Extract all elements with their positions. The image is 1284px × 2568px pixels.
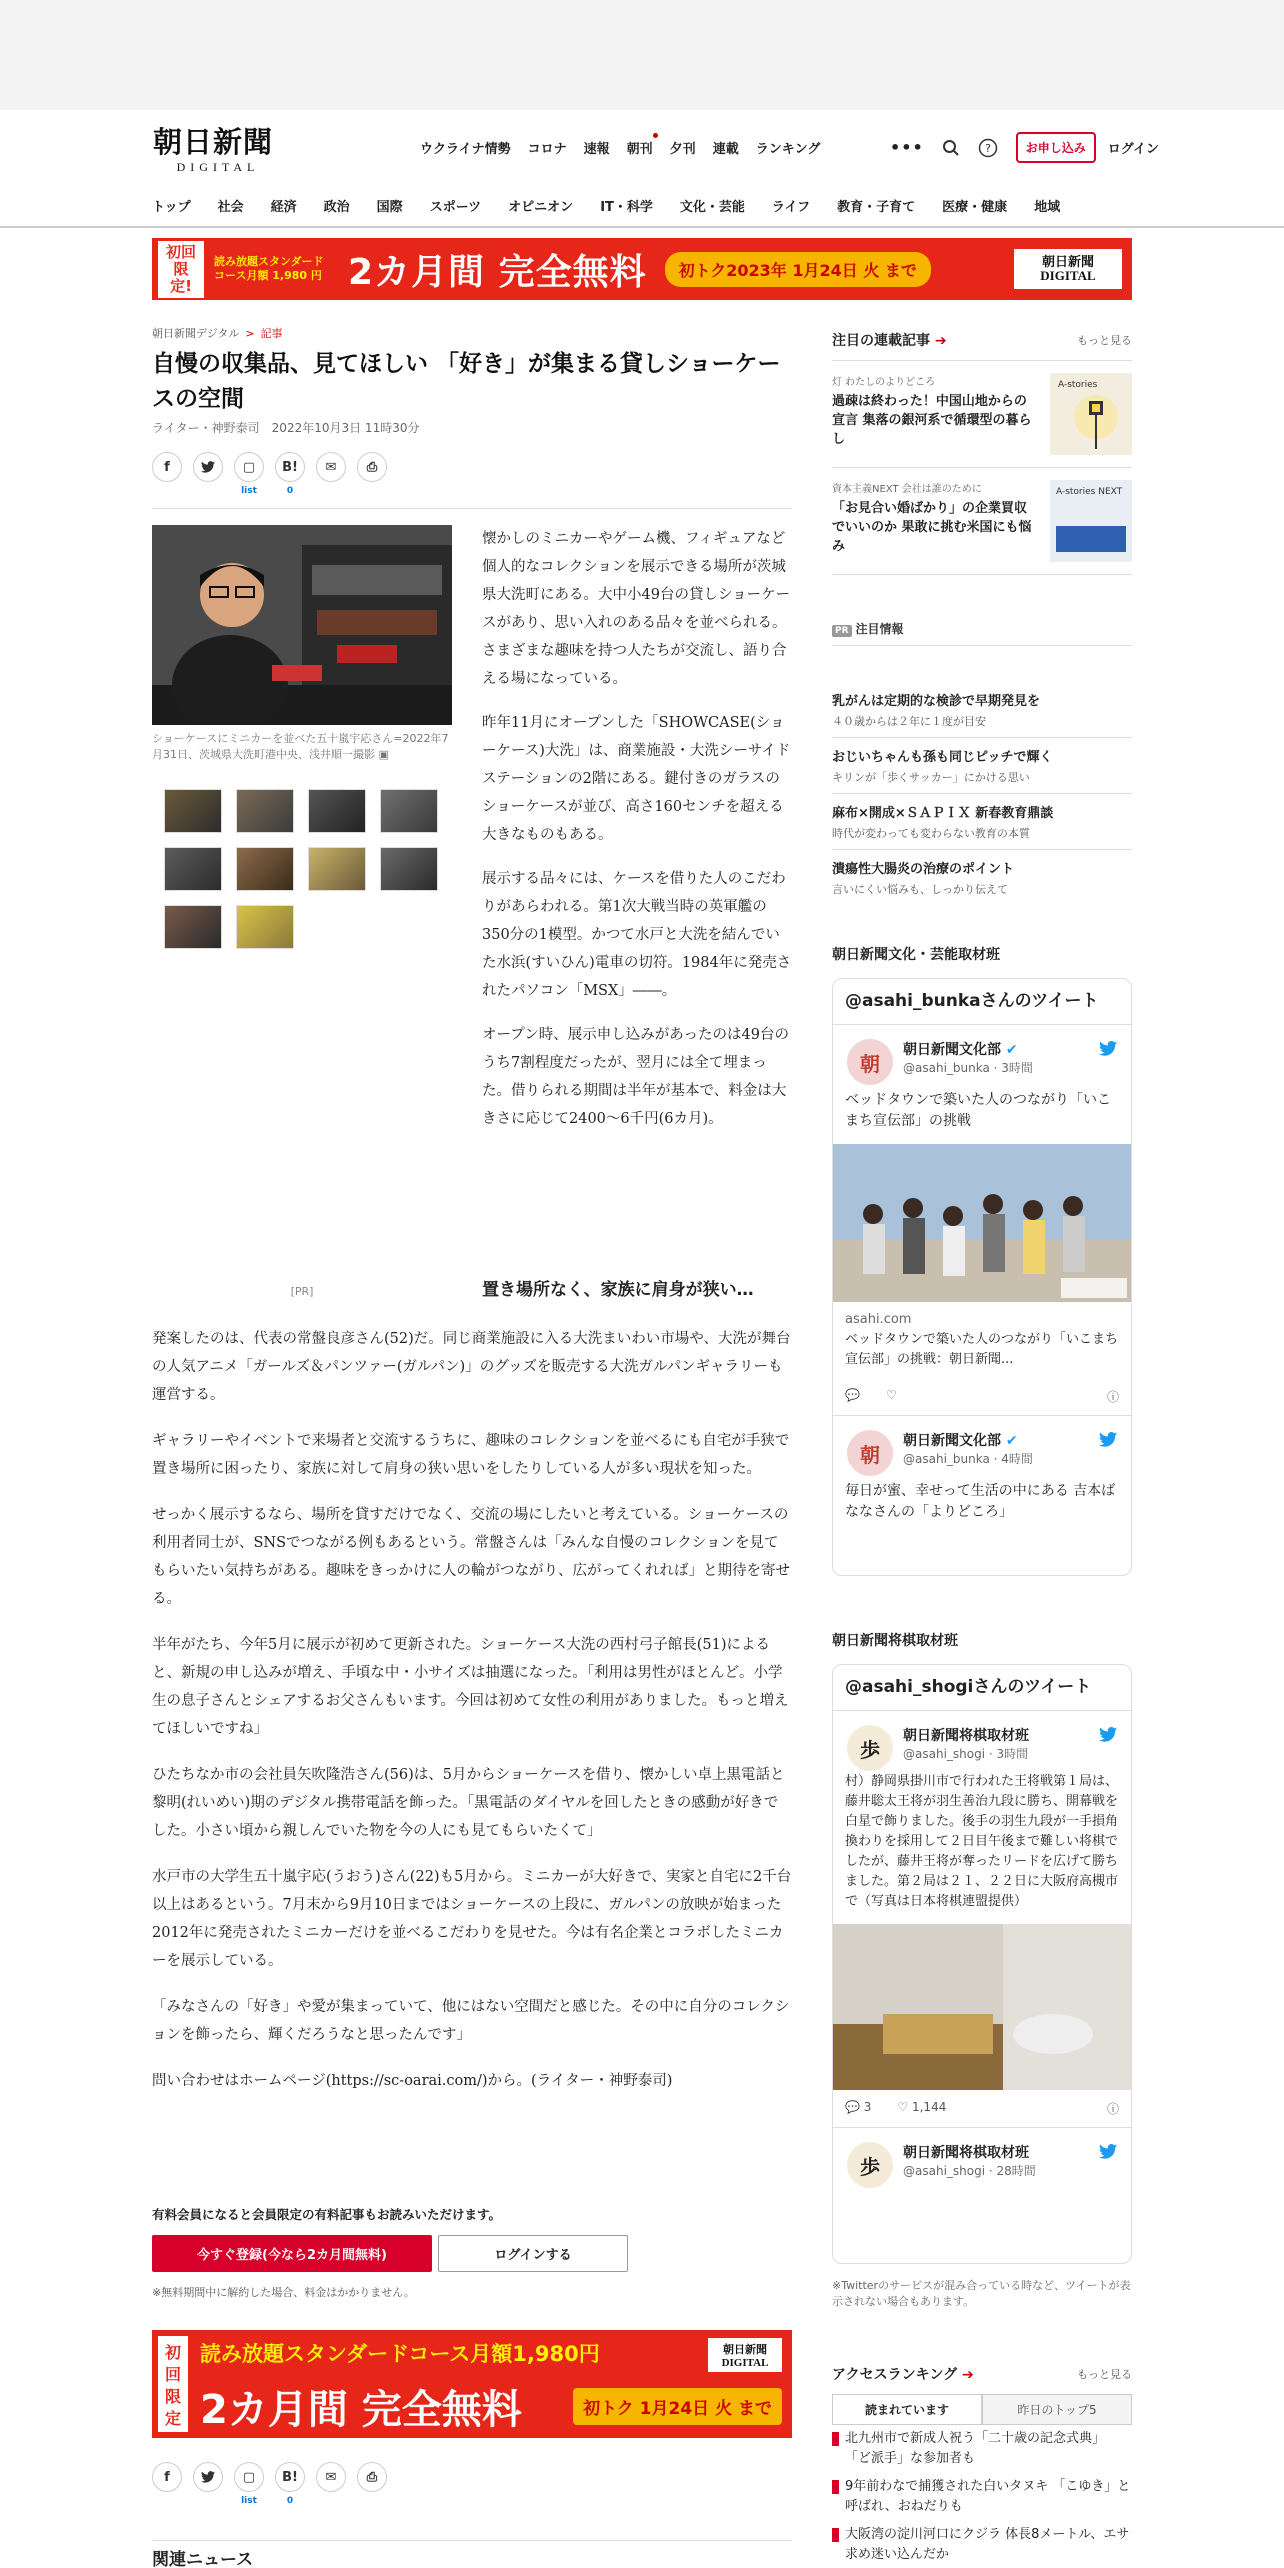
print-icon[interactable]: ⎙ xyxy=(357,452,387,482)
sidebar-shogi xyxy=(832,1630,1132,2310)
twitter-bird-icon[interactable] xyxy=(1099,2144,1117,2163)
tweet-text: ベッドタウンで築いた人のつながり「いこまち宣伝部」の挑戦 xyxy=(845,1092,1111,1129)
paragraph: ギャラリーやイベントで来場者と交流するうちに、趣味のコレクションを並べるにも自宅が手狭で置き場所に困ったり、家族に対して肩身の狭い思いをしたりしている人が多い現状を知った。 xyxy=(152,1433,790,1477)
hatena-icon[interactable]: B! 0 xyxy=(275,452,305,482)
register-button[interactable]: 今すぐ登録(今なら2カ月間無料) xyxy=(152,2235,432,2272)
serial-thumbnail[interactable] xyxy=(1050,480,1132,562)
pr-label: [PR] xyxy=(290,1285,314,1298)
tweet[interactable]: 朝 朝日新聞文化部 ✔ @asahi_bunka · 4時間 毎日が蜜、幸せって生活の中にある 吉本ばななさんの「よりどころ」 xyxy=(833,1416,1131,1537)
cat-opinion[interactable]: オピニオン xyxy=(508,200,574,215)
cat-culture[interactable]: 文化・芸能 xyxy=(679,200,745,215)
pr-badge: PR xyxy=(832,625,852,637)
thumbnail-gallery xyxy=(164,789,452,949)
publish-date: 2022年10月3日 11時30分 xyxy=(271,421,420,435)
gallery-thumb[interactable] xyxy=(236,789,294,833)
tweet-text: 毎日が蜜、幸せって生活の中にある 吉本ばななさんの「よりどころ」 xyxy=(845,1483,1116,1520)
ranking-item[interactable]: 9年前わなで捕獲された白いタヌキ 「こゆき」と呼ばれ、おねだりも xyxy=(832,2473,1132,2521)
cat-life[interactable]: ライフ xyxy=(771,200,811,215)
cat-international[interactable]: 国際 xyxy=(376,200,403,215)
nav-corona[interactable]: コロナ xyxy=(527,142,567,157)
bunka-heading[interactable]: 朝日新聞文化・芸能取材班 xyxy=(832,947,1000,963)
tweet[interactable]: 朝 朝日新聞文化部 ✔ @asahi_bunka · 3時間 ベッドタウンで築いた人のつながり「いこまち宣伝部」の挑戦 xyxy=(833,1025,1131,1132)
sidebar-serials xyxy=(832,330,1132,575)
bookmark-list-icon[interactable]: ▢ list xyxy=(234,452,264,482)
ranking-heading[interactable]: アクセスランキング ➔ xyxy=(832,2367,974,2383)
sidebar-ranking xyxy=(832,2364,1132,2568)
serial-title[interactable]: 過疎は終わった！中国山地からの宣言 集落の銀河系で循環型の暮らし xyxy=(832,394,1032,447)
tweet-actions xyxy=(833,1378,1131,1416)
twitter-icon[interactable] xyxy=(193,452,223,482)
gallery-thumb[interactable] xyxy=(164,847,222,891)
promo-deadline: 初トク2023年 1月24日 火 まで xyxy=(665,252,931,287)
nav-morning[interactable]: 朝刊 xyxy=(627,138,653,157)
nav-evening[interactable]: 夕刊 xyxy=(669,142,696,157)
gallery-thumb[interactable] xyxy=(380,847,438,891)
search-icon[interactable] xyxy=(942,139,960,157)
member-text: 有料会員になると会員限定の有料記事もお読みいただけます。 xyxy=(152,2207,502,2222)
cat-region[interactable]: 地域 xyxy=(1034,200,1061,215)
twitter-embed-shogi xyxy=(832,1664,1132,2264)
gallery-thumb[interactable] xyxy=(380,789,438,833)
tweet-timeline-title[interactable]: @asahi_shogiさんのツイート xyxy=(833,1665,1131,1711)
login-link[interactable]: ログイン xyxy=(1107,142,1160,157)
serial-thumb-label: A-stories xyxy=(1058,380,1098,390)
photo-caption: ショーケースにミニカーを並べた五十嵐宇応さん=2022年7月31日、茨城県大洗町港中央、浅井順一撮影 ▣ xyxy=(152,732,449,761)
gallery-thumb[interactable] xyxy=(236,905,294,949)
svg-text:?: ? xyxy=(984,141,991,155)
tweet-author[interactable]: 朝日新聞文化部 ✔ xyxy=(903,1042,1018,1058)
attention-item[interactable]: 潰瘍性大腸炎の治療のポイント 言いにくい悩みも、しっかり伝えて xyxy=(832,862,1015,896)
section-heading: 置き場所なく、家族に肩身が狭い… xyxy=(482,1280,754,1300)
reply-icon[interactable]: 💬 3 xyxy=(845,2100,872,2114)
cat-education[interactable]: 教育・子育て xyxy=(837,200,916,215)
promo-brand: 朝日新聞 DIGITAL xyxy=(1014,249,1122,289)
tweet-author[interactable]: 朝日新聞将棋取材班 xyxy=(903,2145,1029,2161)
paragraph: 懐かしのミニカーやゲーム機、フィギュアなど個人的なコレクションを展示できる場所が茨城県大洗町にある。大中小49台の貸しショーケースがあり、思い入れのある品々を並べられる。さまざまな趣味を持つ人たちが交流し、語り合える場になっている。 xyxy=(482,531,791,687)
twitter-bird-icon[interactable] xyxy=(1099,1727,1117,1746)
twitter-embed-bunka xyxy=(832,978,1132,1576)
cat-sports[interactable]: スポーツ xyxy=(429,200,482,215)
shogi-heading[interactable]: 朝日新聞将棋取材班 xyxy=(832,1633,958,1649)
serial-tag: 灯 わたしのよりどころ xyxy=(832,377,936,388)
promo-plan: 読み放題スタンダードコース月額 1,980 円 xyxy=(214,255,324,282)
cat-economy[interactable]: 経済 xyxy=(270,200,297,215)
serial-thumb-label: A-stories NEXT xyxy=(1056,487,1123,497)
tab-yesterday-top5[interactable]: 昨日のトップ5 xyxy=(982,2394,1132,2424)
paragraph-contact[interactable]: 問い合わせはホームページ(https://sc-oarai.com/)から。(ライター・神野泰司) xyxy=(152,2073,673,2089)
mail-icon[interactable]: ✉ xyxy=(316,2462,346,2492)
attention-item[interactable]: おじいちゃんも孫も同じピッチで輝く キリンが「歩くサッカー」にかける思い xyxy=(832,738,1132,794)
free-note: ※無料期間中に解約した場合、料金はかかりません。 xyxy=(152,2286,415,2299)
avatar[interactable]: 歩 xyxy=(847,2142,893,2188)
serial-item[interactable] xyxy=(832,361,1132,468)
help-icon[interactable] xyxy=(978,138,998,158)
gallery-thumb[interactable] xyxy=(308,847,366,891)
share-bar xyxy=(152,452,792,496)
nav-ranking[interactable]: ランキング xyxy=(755,142,821,157)
promo2-headline: 2カ月間 完全無料 xyxy=(200,2387,522,2433)
cat-health[interactable]: 医療・健康 xyxy=(942,200,1008,215)
main-photo[interactable] xyxy=(152,525,452,725)
new-dot xyxy=(653,133,658,138)
paragraph: 半年がたち、今年5月に展示が初めて更新された。ショーケース大洗の西村弓子館長(51)によると、新規の申し込みが増え、手頃な中・小サイズは抽選になった。「利用は男性がほとんど。小学生の息子さんとシェアするお父さんもいます。今回は初めて女性の利用がありました。もっと増えてほしいですね」 xyxy=(152,1637,789,1737)
tweet[interactable]: 歩 朝日新聞将棋取材班 @asahi_shogi · 28時間 xyxy=(833,2128,1131,2193)
tweet-image[interactable] xyxy=(833,1144,1131,1302)
serial-title[interactable]: 「お見合い婚ばかり」の企業買収でいいのか 果敢に挑む米国にも悩み xyxy=(832,501,1032,554)
promo-badge: 初回限定! xyxy=(158,241,204,298)
attention-item[interactable]: 乳がんは定期的な検診で早期発見を ４０歳からは２年に１度が目安 xyxy=(832,682,1132,738)
hatena-icon[interactable]: B! 0 xyxy=(275,2462,305,2492)
category-nav xyxy=(152,196,1087,215)
crumb-kind[interactable]: 記事 xyxy=(260,327,283,340)
paragraph: 発案したのは、代表の常盤良彦さん(52)だ。同じ商業施設に入る大洗まいわい市場や、大洗が舞台の人気アニメ「ガールズ＆パンツァー(ガルパン)」のグッズを販売する大洗ガルパンギャラリーも運営する。 xyxy=(152,1331,791,1403)
twitter-icon[interactable] xyxy=(193,2462,223,2492)
tweet-author[interactable]: 朝日新聞将棋取材班 xyxy=(903,1728,1029,1744)
article-figure xyxy=(152,525,452,949)
paragraph: せっかく展示するなら、場所を貸すだけでなく、交流の場にしたいと考えている。ショーケースの利用者同士が、SNSでつながる例もあるという。常盤さんは「みんな自慢のコレクションを見てもらいたい気持ちがある。趣味をきっかけに人の輪がつながり、広がってくれれば」と期待を寄せる。 xyxy=(152,1507,790,1607)
article-title: 自慢の収集品、見てほしい 「好き」が集まる貸しショーケースの空間 xyxy=(152,351,781,412)
cat-it-science[interactable]: IT・科学 xyxy=(600,200,653,215)
gallery-thumb[interactable] xyxy=(308,789,366,833)
article-body-column xyxy=(482,525,792,1149)
subscribe-button[interactable]: お申し込み xyxy=(1016,132,1096,163)
breadcrumb: 朝日新聞デジタル > 記事 xyxy=(152,327,283,340)
article-body xyxy=(152,1325,792,2113)
tweet-timeline-title[interactable]: @asahi_bunkaさんのツイート xyxy=(833,979,1131,1025)
serial-thumbnail[interactable] xyxy=(1050,373,1132,455)
avatar[interactable]: 歩 xyxy=(847,1725,893,1771)
crumb-site[interactable]: 朝日新聞デジタル xyxy=(152,327,240,340)
print-icon[interactable]: ⎙ xyxy=(357,2462,387,2492)
reply-icon[interactable]: 💬 xyxy=(845,1388,860,1402)
gallery-thumb[interactable] xyxy=(164,789,222,833)
avatar[interactable]: 朝 xyxy=(847,1039,893,1085)
verified-icon: ✔ xyxy=(1005,1042,1018,1058)
tweet-link-card[interactable]: asahi.com ベッドタウンで築いた人のつながり「いこまち宣伝部」の挑戦：朝日新聞... xyxy=(845,1312,1119,1367)
paragraph: 「みなさんの「好き」や愛が集まっていて、他にはない空間だと感じた。その中に自分のコレクションを飾ったら、輝くだろうなと思ったんです」 xyxy=(152,1999,790,2043)
member-prompt xyxy=(152,2205,792,2300)
site-header xyxy=(0,110,1284,228)
promo2-line1: 読み放題スタンダードコース月額1,980円 xyxy=(200,2342,600,2366)
serial-heading[interactable]: 注目の連載記事 ➔ xyxy=(832,333,947,349)
top-nav xyxy=(420,138,820,157)
byline: ライター・神野泰司 2022年10月3日 11時30分 xyxy=(152,421,420,435)
info-icon[interactable]: ⓘ xyxy=(1106,2102,1119,2116)
tweet[interactable]: 歩 朝日新聞将棋取材班 @asahi_shogi · 3時間 村）静岡県掛川市で行われた王将戦第１局は、藤井聡太王将が羽生善治九段に勝ち、開幕戦を白星で飾りました。後手の羽生九段が一手損角換わりを採用して２日目午後まで難しい将棋でしたが、藤井王将が奪ったリードを広げて勝ちました。第２局は２１、２２日に大阪府高槻市で（写真は日本将棋連盟提供） xyxy=(833,1711,1131,1912)
facebook-icon[interactable]: f xyxy=(152,452,182,482)
bookmark-list-icon[interactable]: ▢ list xyxy=(234,2462,264,2492)
attention-heading: PR 注目情報 xyxy=(832,620,1132,637)
paragraph: 昨年11月にオープンした「SHOWCASE(ショーケース)大洗」は、商業施設・大洗シーサイドステーションの2階にある。鍵付きのガラスのショーケースが並び、高さ160センチを超える大きなものもある。 xyxy=(482,715,791,843)
twitter-bird-icon[interactable] xyxy=(1099,1432,1117,1451)
asahi-logo[interactable]: 朝日新聞 DIGITAL xyxy=(153,125,274,174)
paragraph: オープン時、展示申し込みがあったのは49台のうち7割程度だったが、翌月には全て埋まった。借りられる期間は半年が基本で、料金は大きさに応じて2400～6千円(6カ月)。 xyxy=(482,1027,789,1127)
tweet-text: 村）静岡県掛川市で行われた王将戦第１局は、藤井聡太王将が羽生善治九段に勝ち、開幕戦を白星で飾りました。後手の羽生九段が一手損角換わりを採用して２日目午後まで難しい将棋でしたが、藤井王将が奪ったリードを広げて勝ちました。第２局は２１、２２日に大阪府高槻市で（写真は日本将棋連盟提供） xyxy=(845,1774,1119,1909)
tweet-image[interactable] xyxy=(833,1924,1131,2090)
attention-item[interactable]: 麻布×開成×ＳＡＰＩＸ 新春教育鼎談 時代が変わっても変わらない教育の本質 xyxy=(832,794,1132,850)
nav-ukraine[interactable]: ウクライナ情勢 xyxy=(420,142,511,157)
sidebar-attention xyxy=(832,620,1132,905)
ranking-item[interactable]: 大阪湾の淀川河口にクジラ 体長8メートル、エサ求め迷い込んだか xyxy=(832,2521,1132,2568)
promo2-brand: 朝日新聞 DIGITAL xyxy=(708,2338,782,2372)
sidebar-bunka xyxy=(832,944,1132,1576)
facebook-icon[interactable]: f xyxy=(152,2462,182,2492)
promo2-badge: 初回限定 xyxy=(158,2336,188,2432)
more-icon[interactable]: ••• xyxy=(890,138,924,157)
like-icon[interactable]: ♡ xyxy=(885,1388,897,1402)
nav-breaking[interactable]: 速報 xyxy=(583,142,610,157)
serial-tag: 資本主義NEXT 会社は誰のために xyxy=(832,484,982,495)
paragraph: 展示する品々には、ケースを借りた人のこだわりがあらわれる。第1次大戦当時の英軍艦の350分の1模型。かつて水戸と大洗を結んでいた水浜(すいひん)電車の切符。1984年に発売されたパソコン「MSX」――。 xyxy=(482,871,792,999)
twitter-note: ※Twitterのサービスが混み合っている時など、ツイートが表示されない場合もあります。 xyxy=(832,2279,1131,2308)
related-news-heading: 関連ニュース xyxy=(152,2540,792,2568)
login-button[interactable]: ログインする xyxy=(438,2235,628,2272)
paragraph: 水戸市の大学生五十嵐宇応(うおう)さん(22)も5月から。ミニカーが大好きで、実家と自宅に2千台以上はあるという。7月末から9月10日まではショーケースの上段に、ガルパンの放映が始まった2012年に発売されたミニカーだけを並べるこだわりを見せた。今は有名企業とコラボしたミニカーを展示している。 xyxy=(152,1869,792,1969)
nav-serial[interactable]: 連載 xyxy=(712,142,739,157)
promo-banner[interactable] xyxy=(152,238,1132,300)
more-link[interactable]: もっと見る xyxy=(1077,334,1132,347)
twitter-bird-icon[interactable] xyxy=(1099,1041,1117,1060)
top-blank-area xyxy=(0,0,1284,110)
cat-top[interactable]: トップ xyxy=(152,200,191,215)
tweet-actions xyxy=(833,2090,1131,2128)
like-icon[interactable]: ♡ 1,144 xyxy=(897,2100,947,2114)
promo-headline: 2カ月間 完全無料 xyxy=(348,251,647,293)
tweet-author[interactable]: 朝日新聞文化部 ✔ xyxy=(903,1433,1018,1449)
verified-icon: ✔ xyxy=(1005,1433,1018,1449)
gallery-icon[interactable]: ▣ xyxy=(378,748,389,761)
ranking-item[interactable]: 北九州市で新成人祝う「二十歳の記念式典」 「ど派手」な参加者も xyxy=(832,2425,1132,2473)
paragraph: ひたちなか市の会社員矢吹隆浩さん(56)は、5月からショーケースを借り、懐かしい卓上黒電話と黎明(れいめい)期のデジタル携帯電話を飾った。「黒電話のダイヤルを回したときの感動が好きでした。小さい頃から親しんでいた物を今の人にも見てもらいたくて」 xyxy=(152,1767,785,1839)
article xyxy=(152,325,792,2299)
share-bar-bottom xyxy=(152,2462,387,2506)
promo-banner-2[interactable] xyxy=(152,2330,792,2438)
cat-society[interactable]: 社会 xyxy=(217,200,244,215)
gallery-thumb[interactable] xyxy=(236,847,294,891)
avatar[interactable]: 朝 xyxy=(847,1430,893,1476)
promo2-deadline: 初トク 1月24日 火 まで xyxy=(573,2388,782,2425)
serial-item[interactable] xyxy=(832,468,1132,575)
tab-most-read[interactable]: 読まれています xyxy=(832,2394,982,2424)
gallery-thumb[interactable] xyxy=(164,905,222,949)
cat-politics[interactable]: 政治 xyxy=(323,200,350,215)
info-icon[interactable]: ⓘ xyxy=(1106,1390,1119,1404)
mail-icon[interactable]: ✉ xyxy=(316,452,346,482)
more-link[interactable]: もっと見る xyxy=(1077,2368,1132,2381)
